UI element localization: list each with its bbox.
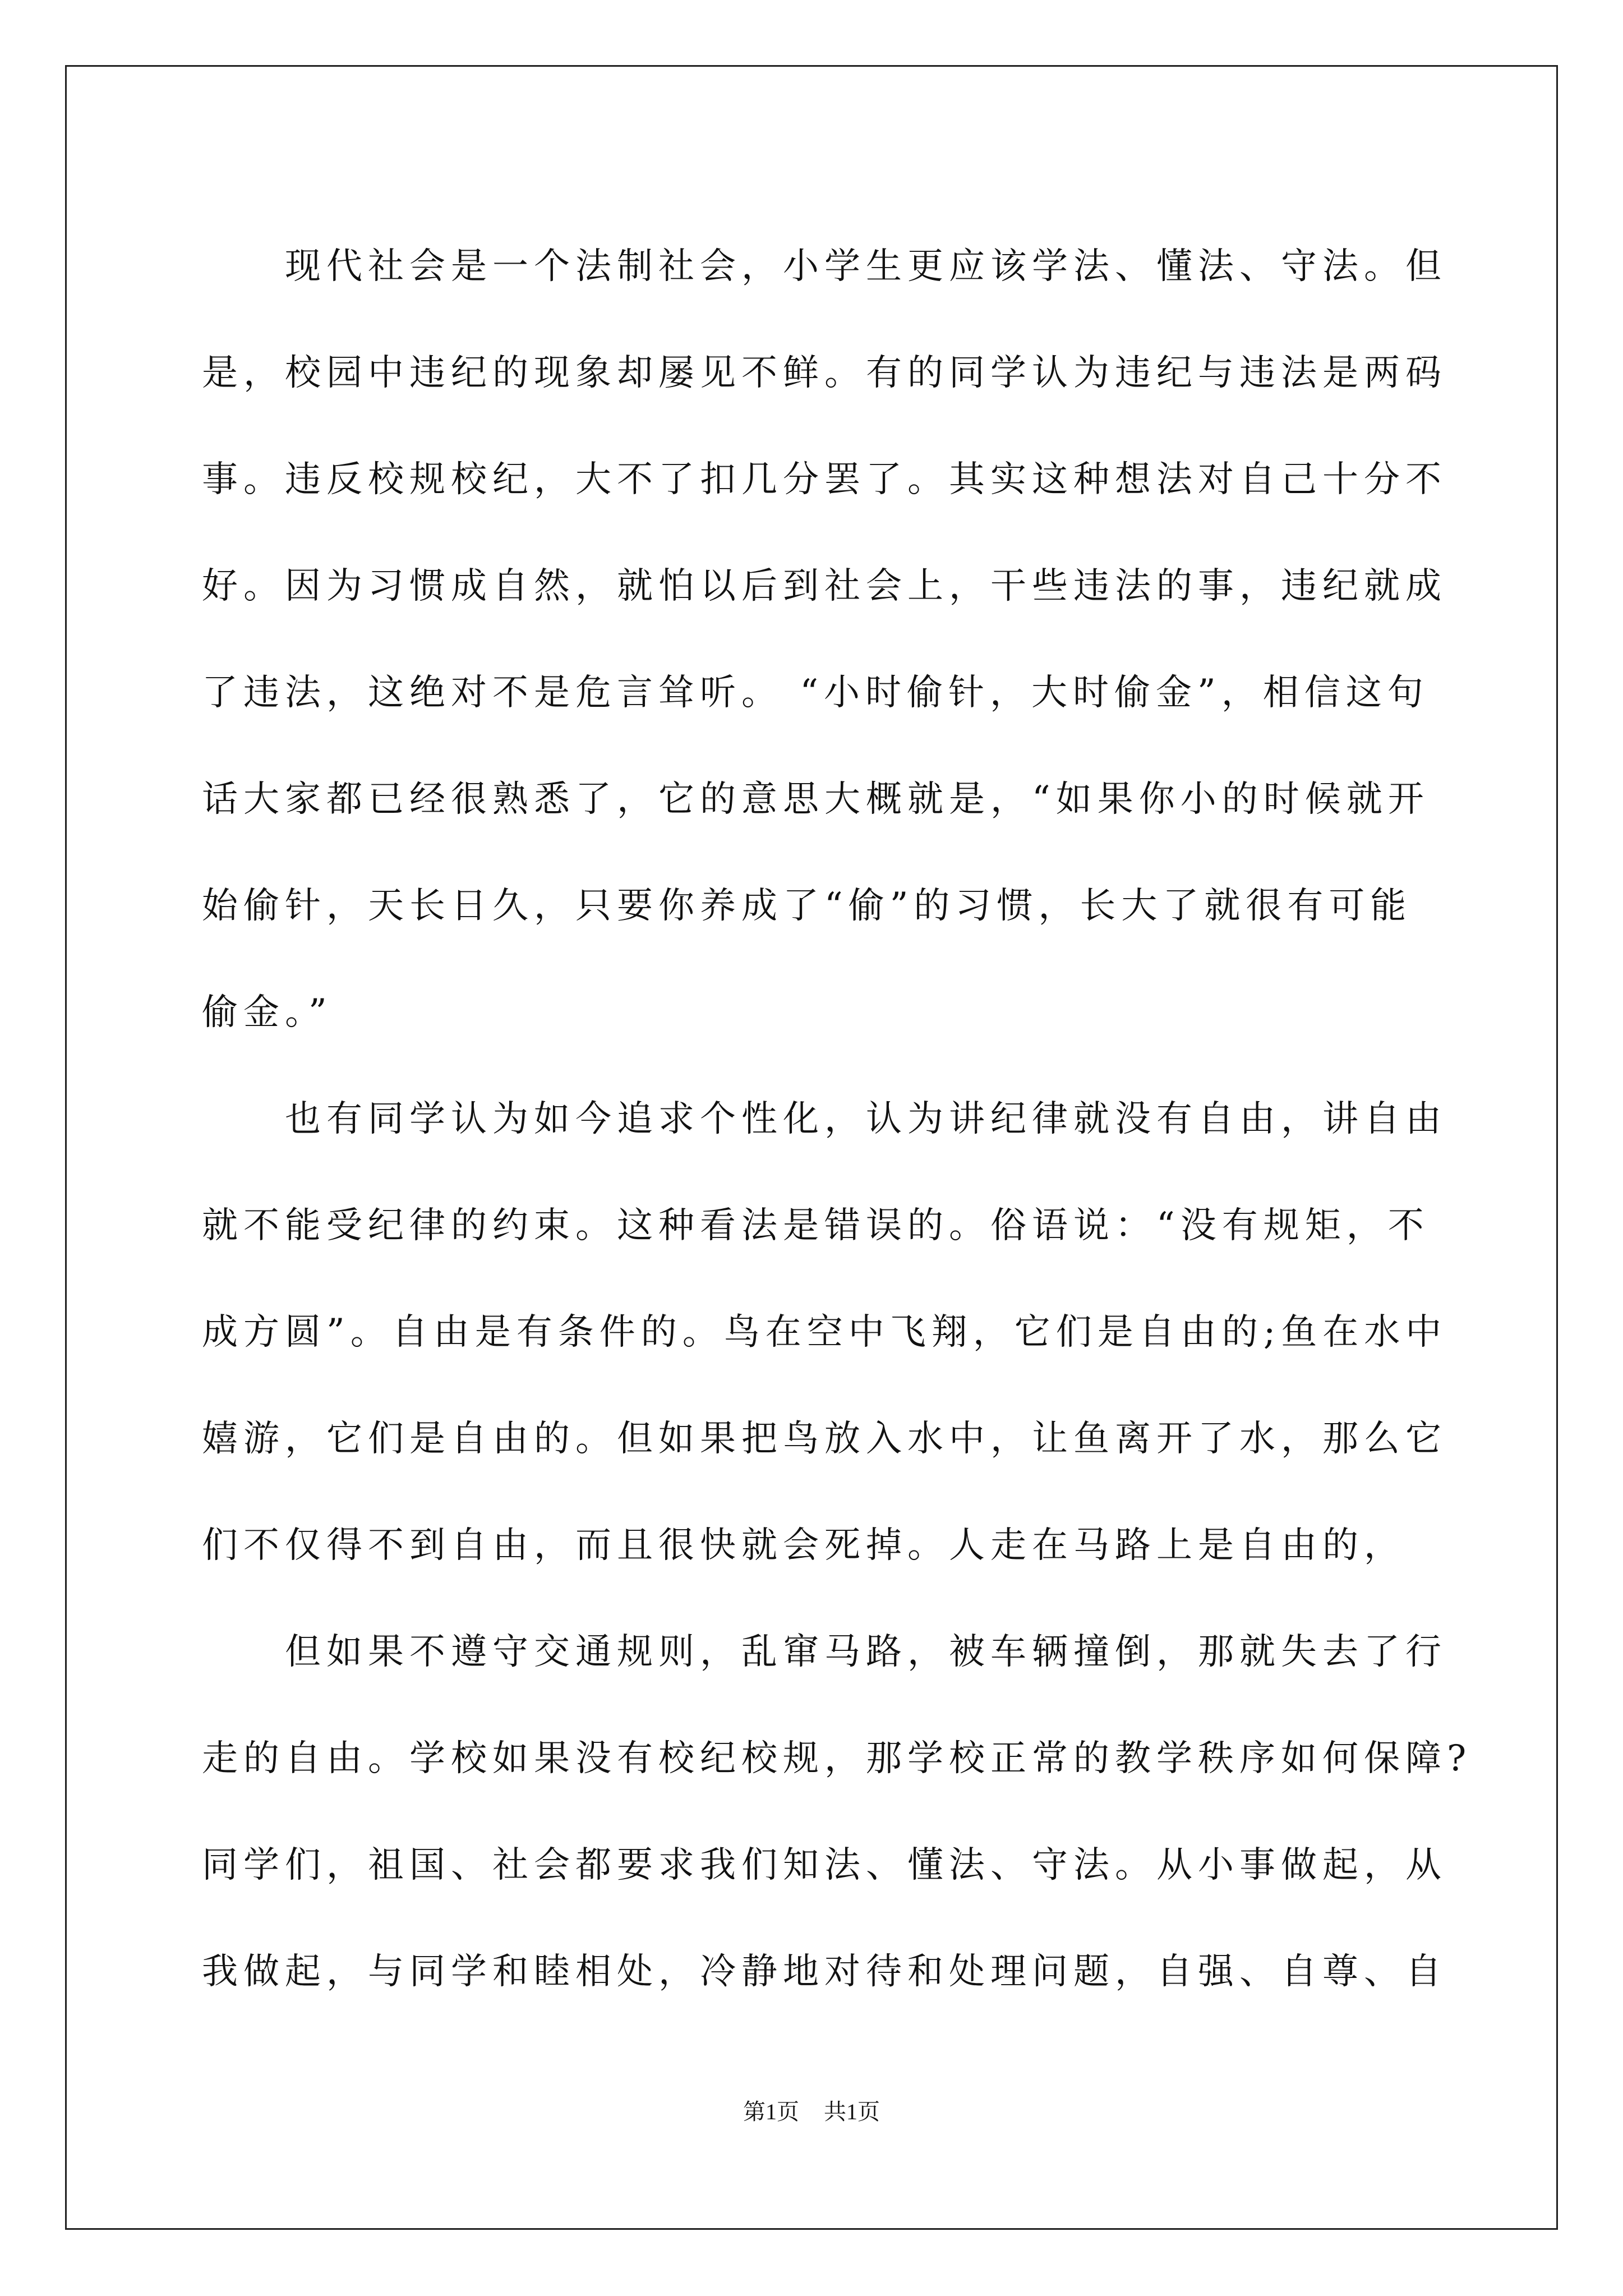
text-line: 始偷针，天长日久，只要你养成了“偷”的习惯，长大了就很有可能: [202, 885, 1412, 927]
text-line: 话大家都已经很熟悉了，它的意思大概就是，“如果你小的时候就开: [202, 779, 1430, 820]
text-line: 同学们，祖国、社会都要求我们知法、懂法、守法。从小事做起，从: [202, 1844, 1447, 1886]
text-line: 现代社会是一个法制社会，小学生更应该学法、懂法、守法。但: [285, 246, 1447, 287]
text-line: 走的自由。学校如果没有校纪校规，那学校正常的教学秩序如何保障?: [202, 1738, 1472, 1779]
text-line: 了违法，这绝对不是危言耸听。 “小时偷针，大时偷金”，相信这句: [202, 672, 1429, 714]
text-line: 偷金。”: [202, 992, 333, 1033]
text-line: 但如果不遵守交通规则，乱窜马路，被车辆撞倒，那就失去了行: [285, 1631, 1447, 1673]
text-line: 嬉游，它们是自由的。但如果把鸟放入水中，让鱼离开了水，那么它: [202, 1418, 1447, 1460]
text-line: 就不能受纪律的约束。这种看法是错误的。俗语说：“没有规矩，不: [202, 1205, 1430, 1246]
text-line: 成方圆”。自由是有条件的。鸟在空中飞翔，它们是自由的;鱼在水中: [202, 1312, 1447, 1353]
text-line: 好。因为习惯成自然，就怕以后到社会上，干些违法的事，违纪就成: [202, 565, 1447, 607]
text-line: 我做起，与同学和睦相处，冷静地对待和处理问题，自强、自尊、自: [202, 1951, 1447, 1993]
text-line: 是，校园中违纪的现象却屡见不鲜。有的同学认为违纪与违法是两码: [202, 352, 1447, 394]
page-footer: [0, 2095, 1623, 2129]
page-number-total: 共1页: [824, 2099, 880, 2124]
text-line: 们不仅得不到自由，而且很快就会死掉。人走在马路上是自由的，: [202, 1525, 1405, 1566]
document-body: [202, 213, 1472, 2025]
page-number-current: 第1页: [743, 2099, 799, 2124]
text-line: 事。违反校规校纪，大不了扣几分罢了。其实这种想法对自己十分不: [202, 459, 1447, 500]
text-line: 也有同学认为如今追求个性化，认为讲纪律就没有自由，讲自由: [285, 1098, 1447, 1140]
